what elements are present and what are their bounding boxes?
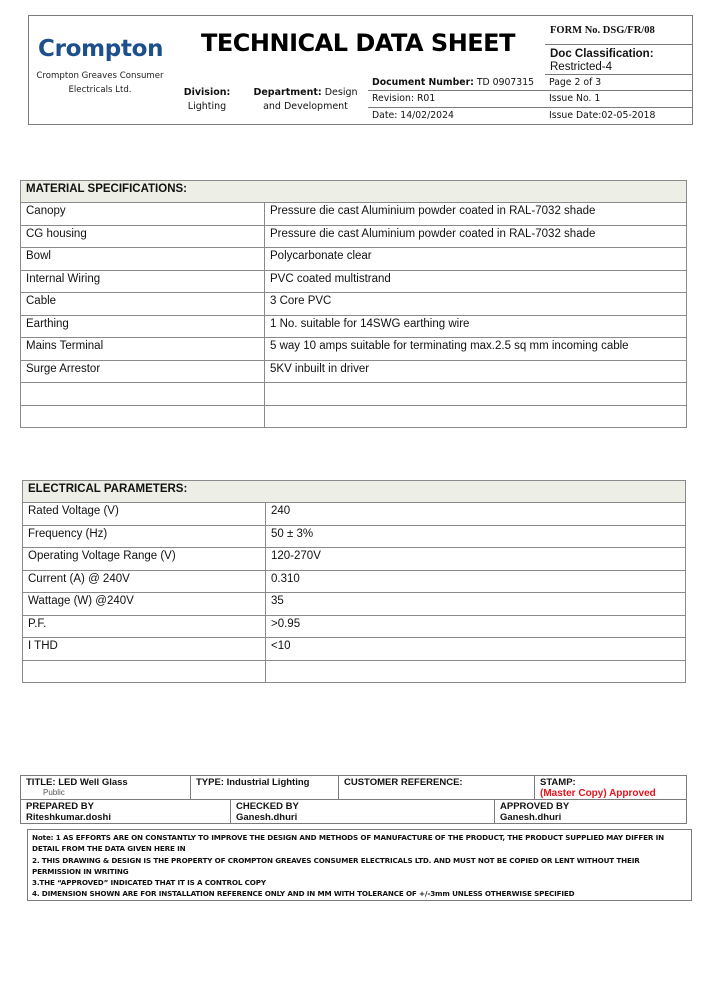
table-row-empty bbox=[21, 405, 687, 428]
department-value-1: Design bbox=[324, 87, 358, 98]
doc-classification bbox=[545, 45, 692, 75]
signoff-row bbox=[20, 799, 687, 824]
spec-name: CG housing bbox=[21, 225, 265, 248]
param-name: Rated Voltage (V) bbox=[23, 503, 266, 526]
table-row bbox=[23, 548, 686, 571]
param-name: Operating Voltage Range (V) bbox=[23, 548, 266, 571]
param-name bbox=[23, 660, 266, 683]
spec-name bbox=[21, 383, 265, 406]
public-watermark: Public bbox=[43, 788, 65, 797]
table-heading-row bbox=[23, 481, 686, 503]
document-number-label: Document Number: bbox=[372, 77, 474, 88]
note-3: 3.THE “APPROVED” INDICATED THAT IT IS A CONTROL COPY bbox=[32, 878, 266, 888]
product-title: TITLE: LED Well Glass bbox=[26, 777, 128, 788]
revision: Revision: R01 bbox=[368, 91, 545, 107]
material-specifications-heading: MATERIAL SPECIFICATIONS: bbox=[21, 181, 687, 203]
spec-value: 1 No. suitable for 14SWG earthing wire bbox=[265, 315, 687, 338]
table-row bbox=[23, 570, 686, 593]
spec-name: Canopy bbox=[21, 203, 265, 226]
checked-by-value: Ganesh.dhuri bbox=[236, 812, 298, 823]
table-row bbox=[21, 338, 687, 361]
prepared-by-label: PREPARED BY bbox=[26, 801, 94, 812]
material-specifications-table bbox=[20, 180, 687, 428]
spec-value: 5KV inbuilt in driver bbox=[265, 360, 687, 383]
notes-block bbox=[27, 829, 692, 901]
doc-classification-value: Restricted-4 bbox=[550, 61, 612, 73]
prepared-by-value: Riteshkumar.doshi bbox=[26, 812, 111, 823]
table-row bbox=[21, 203, 687, 226]
table-row-empty bbox=[21, 383, 687, 406]
param-value: <10 bbox=[266, 638, 686, 661]
department-label: Department: bbox=[253, 87, 322, 98]
stamp-cell bbox=[535, 776, 686, 799]
spec-name: Mains Terminal bbox=[21, 338, 265, 361]
checked-by-label: CHECKED BY bbox=[236, 801, 299, 812]
table-row bbox=[21, 360, 687, 383]
date: Date: 14/02/2024 bbox=[372, 109, 454, 121]
param-value: 35 bbox=[266, 593, 686, 616]
table-row bbox=[21, 248, 687, 271]
table-row bbox=[23, 525, 686, 548]
spec-name: Internal Wiring bbox=[21, 270, 265, 293]
param-value: >0.95 bbox=[266, 615, 686, 638]
prepared-by-cell bbox=[21, 800, 231, 823]
spec-value: 3 Core PVC bbox=[265, 293, 687, 316]
table-row bbox=[23, 638, 686, 661]
logo-cell bbox=[29, 16, 171, 124]
spec-name: Surge Arrestor bbox=[21, 360, 265, 383]
stamp-label: STAMP: bbox=[540, 777, 576, 788]
division-label: Division: bbox=[183, 87, 231, 98]
type-cell: TYPE: Industrial Lighting bbox=[191, 776, 339, 799]
crompton-logo: Crompton bbox=[38, 36, 164, 62]
document-header bbox=[28, 15, 693, 125]
company-name bbox=[29, 69, 171, 97]
department-cell bbox=[243, 75, 368, 124]
division-cell bbox=[171, 75, 243, 124]
department-value-2: and Development bbox=[263, 101, 348, 112]
title-row bbox=[20, 775, 687, 799]
document-number-value: TD 0907315 bbox=[476, 77, 535, 88]
electrical-parameters-table bbox=[22, 480, 686, 683]
spec-name bbox=[21, 405, 265, 428]
param-value bbox=[266, 660, 686, 683]
note-4: 4. DIMENSION SHOWN ARE FOR INSTALLATION REFERENCE ONLY AND IN MM WITH TOLERANCE OF +/-3mm UNLESS OTHERWISE SPECIFIED bbox=[32, 889, 575, 899]
table-row bbox=[21, 270, 687, 293]
table-row bbox=[21, 293, 687, 316]
param-name: Current (A) @ 240V bbox=[23, 570, 266, 593]
approved-by-value: Ganesh.dhuri bbox=[500, 812, 562, 823]
issue-date: Issue Date:02-05-2018 bbox=[549, 109, 656, 121]
spec-name: Bowl bbox=[21, 248, 265, 271]
doc-classification-label: Doc Classification: bbox=[550, 48, 654, 60]
table-row bbox=[23, 503, 686, 526]
checked-by-cell bbox=[231, 800, 495, 823]
param-name: I THD bbox=[23, 638, 266, 661]
param-name: P.F. bbox=[23, 615, 266, 638]
spec-value: 5 way 10 amps suitable for terminating max.2.5 sq mm incoming cable bbox=[265, 338, 687, 361]
spec-value: Polycarbonate clear bbox=[265, 248, 687, 271]
department-line1 bbox=[243, 86, 368, 100]
stamp-value: (Master Copy) Approved bbox=[540, 788, 656, 799]
electrical-parameters-heading: ELECTRICAL PARAMETERS: bbox=[23, 481, 686, 503]
title-cell bbox=[21, 776, 191, 799]
spec-value: PVC coated multistrand bbox=[265, 270, 687, 293]
document-number bbox=[368, 75, 545, 91]
company-name-line1: Crompton Greaves Consumer bbox=[36, 71, 164, 81]
document-info bbox=[368, 75, 545, 124]
approved-by-cell bbox=[495, 800, 686, 823]
company-name-line2: Electricals Ltd. bbox=[68, 85, 132, 95]
param-value: 120-270V bbox=[266, 548, 686, 571]
spec-value: Pressure die cast Aluminium powder coated in RAL-7032 shade bbox=[265, 225, 687, 248]
issue-number: Issue No. 1 bbox=[545, 91, 692, 107]
table-row bbox=[23, 615, 686, 638]
param-value: 0.310 bbox=[266, 570, 686, 593]
param-name: Frequency (Hz) bbox=[23, 525, 266, 548]
title-cell bbox=[171, 16, 545, 75]
page-number: Page 2 of 3 bbox=[545, 75, 692, 91]
approved-by-label: APPROVED BY bbox=[500, 801, 570, 812]
param-value: 50 ± 3% bbox=[266, 525, 686, 548]
param-name: Wattage (W) @240V bbox=[23, 593, 266, 616]
page-title: TECHNICAL DATA SHEET bbox=[201, 29, 515, 57]
title-block bbox=[20, 775, 687, 824]
spec-value bbox=[265, 383, 687, 406]
param-value: 240 bbox=[266, 503, 686, 526]
division-value: Lighting bbox=[187, 101, 227, 112]
spec-value bbox=[265, 405, 687, 428]
table-row bbox=[21, 225, 687, 248]
table-heading-row bbox=[21, 181, 687, 203]
spec-name: Cable bbox=[21, 293, 265, 316]
spec-name: Earthing bbox=[21, 315, 265, 338]
form-info bbox=[545, 16, 692, 124]
customer-reference: CUSTOMER REFERENCE: bbox=[339, 776, 535, 799]
table-row-empty bbox=[23, 660, 686, 683]
table-row bbox=[23, 593, 686, 616]
form-number: FORM No. DSG/FR/08 bbox=[545, 16, 692, 45]
note-1: Note: 1 AS EFFORTS ARE ON CONSTANTLY TO IMPROVE THE DESIGN AND METHODS OF MANUFACTURE OF THE PRODUCT, THE PRODUCT SUPPLIED MAY DIFFER IN DETAIL FROM THE DATA GIVEN HERE IN bbox=[32, 833, 664, 854]
table-row bbox=[21, 315, 687, 338]
spec-value: Pressure die cast Aluminium powder coated in RAL-7032 shade bbox=[265, 203, 687, 226]
note-2: 2. THIS DRAWING & DESIGN IS THE PROPERTY OF CROMPTON GREAVES CONSUMER ELECTRICALS LTD. AND MUST NOT BE COPIED OR LENT WITHOUT THEIR PERMISSION IN WRITING bbox=[32, 855, 640, 876]
